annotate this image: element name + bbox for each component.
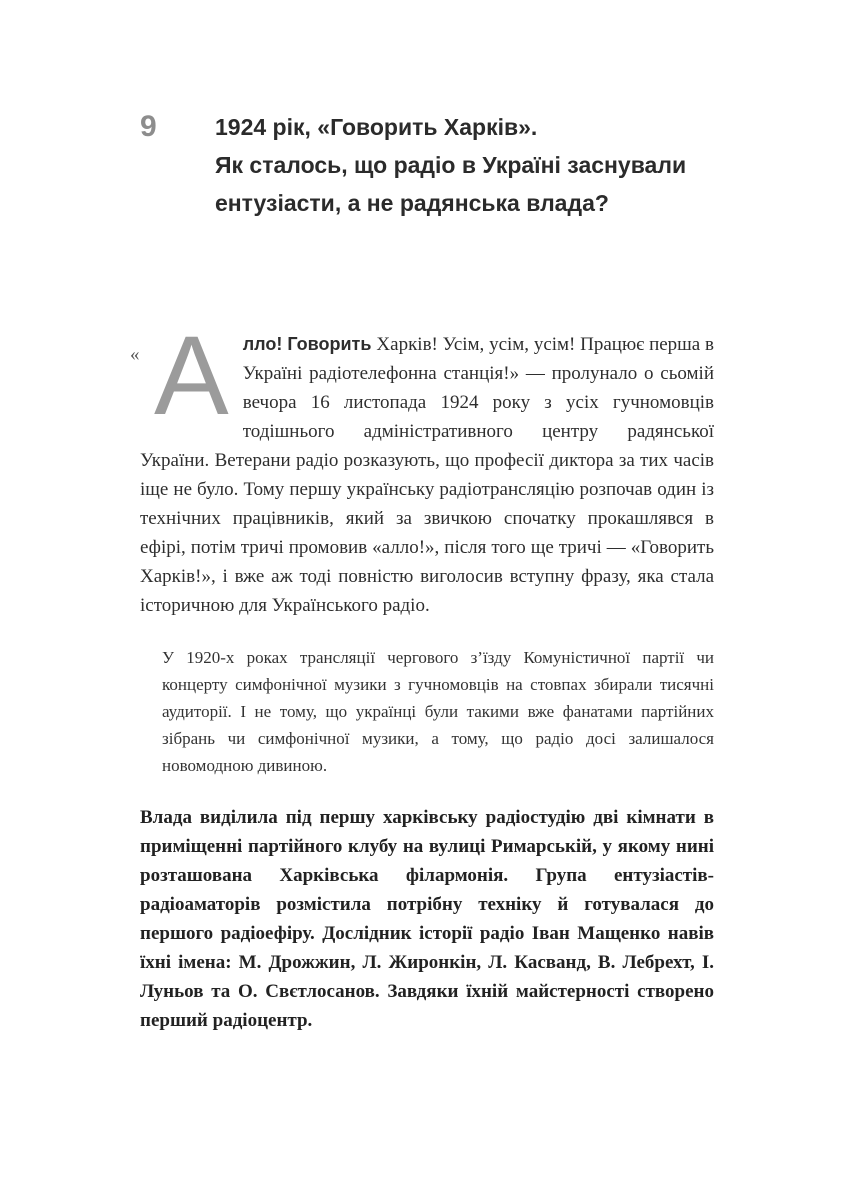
chapter-header [140,108,714,222]
opening-quote-mark: « [130,344,140,365]
body-text [130,313,714,1035]
inset-paragraph: У 1920-х роках трансляції чергового з’їзду Комуністичної партії чи концерту симфонічної музики з гучномовців на стовпах збирали тисячні аудиторії. І не тому, що українці були такими вже фанатами партійних зібрань чи симфонічної музики, а тому, що радіо досі залишалося новомодною дивиною. [162,648,714,775]
final-paragraph: Влада виділила під першу харківську радіостудію дві кімнати в приміщенні партійного клубу на вулиці Римарській, у якому нині розташована Харківська філармонія. Група ентузіастів-радіоаматорів розмістила потрібну техніку й готувалася до першого радіоефіру. Дослідник історії радіо Іван Мащенко навів їхні імена: М. Дрожжин, Л. Жиронкін, Л. Касванд, В. Лебрехт, І. Луньов та О. Свєтлосанов. Завдяки їхній майстерності створено перший радіоцентр. [140,807,714,1031]
chapter-title-line-2: Як сталось, що радіо в Україні заснували [215,152,687,178]
lead-paragraph-text: Харків! Усім, усім, усім! Працює перша в Україні радіотелефонна станція!» — пролунало о сьомій вечора 16 листопада 1924 року з усіх гучномовців тодішнього адміністративного центру радянської України. Ветерани радіо розказують, що професії диктора за тих часів іще не було. Тому першу українську радіотрансляцію розпочав один із технічних працівників, який за звичкою спочатку прокашлявся в ефірі, потім тричі промовив «алло!», після того ще тричі — «Говорить Харків!», і вже аж тоді повністю виголосив вступну фразу, яка стала історичною для Українського радіо. [140,334,714,616]
chapter-title [215,108,686,222]
chapter-number: 9 [140,110,157,143]
chapter-title-line-1: 1924 рік, «Говорить Харків». [215,114,538,140]
dropcap-block [130,313,229,438]
lead-bold-text: лло! Говорить [242,334,377,354]
dropcap-letter: А [154,313,229,438]
lead-paragraph [130,313,714,620]
chapter-title-line-3: ентузіасти, а не радянська влада? [215,190,609,216]
page-content [130,108,714,1035]
